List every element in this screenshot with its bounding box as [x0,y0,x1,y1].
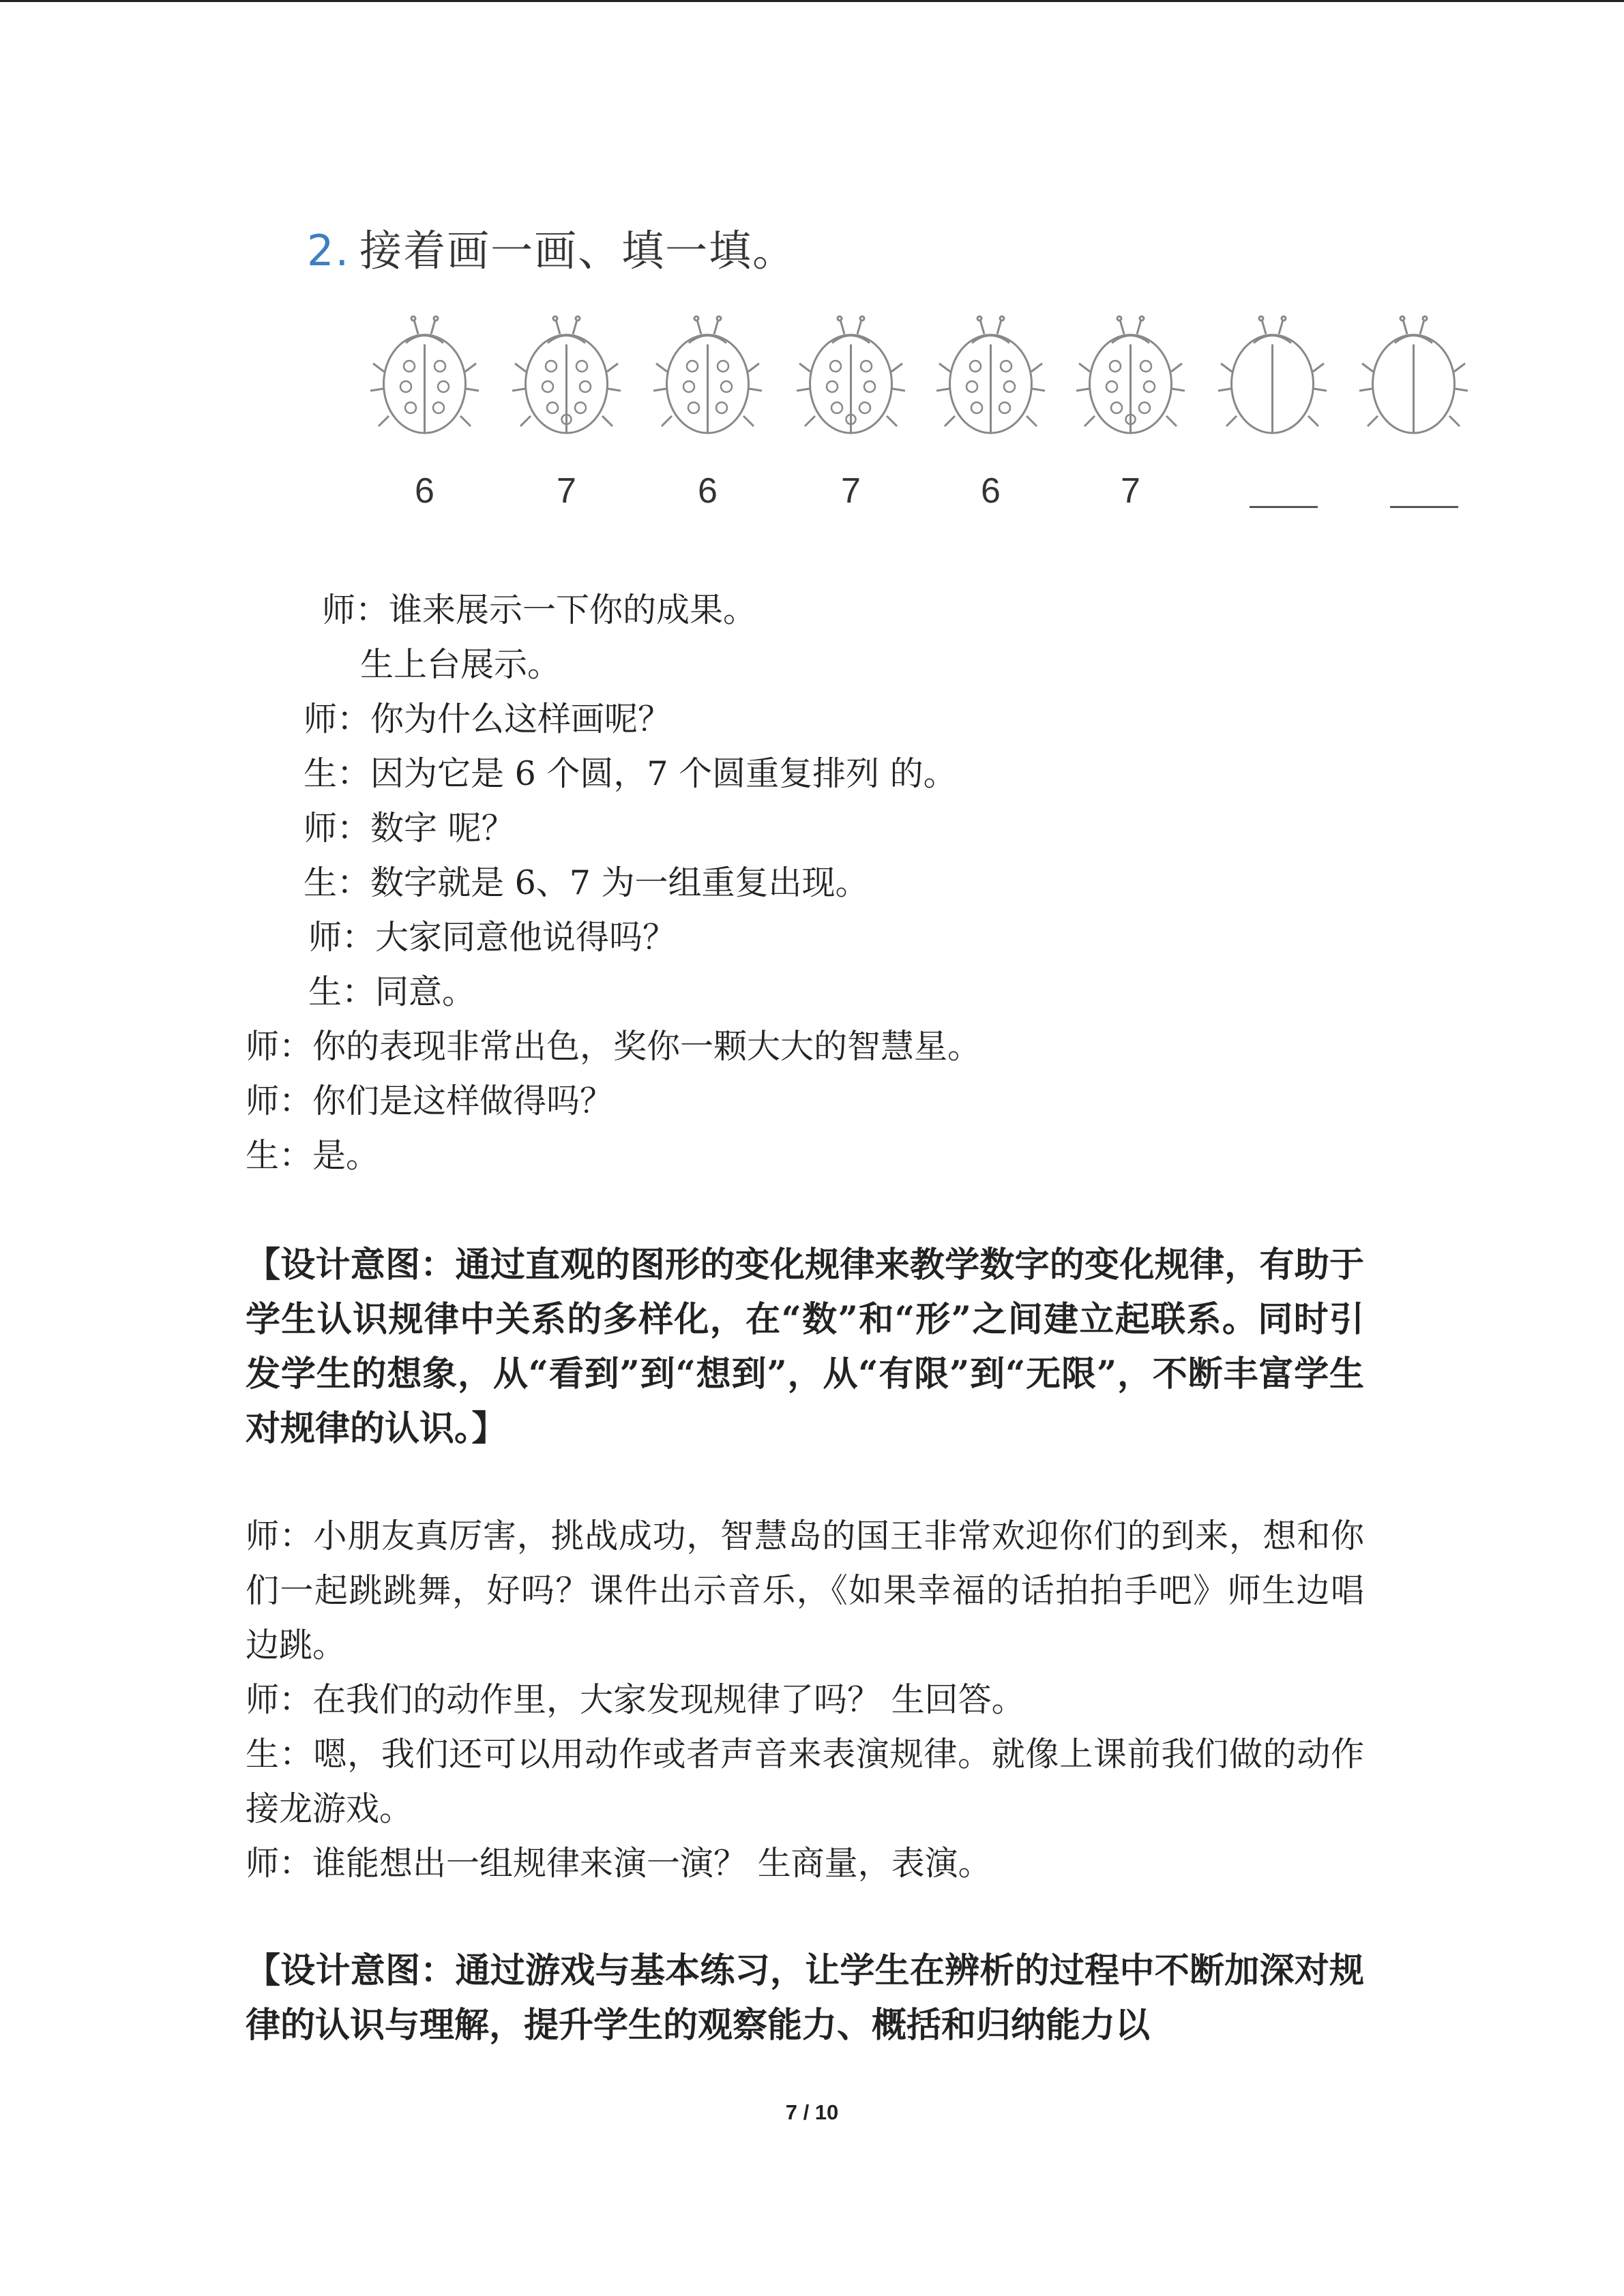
ladybug-dot-count: 6 [415,471,434,511]
ladybug-blank-illustration [1354,310,1473,443]
dialogue-line: 师：你的表现非常出色，奖你一颗大大的智慧星。 [246,1027,981,1066]
dialogue-paragraph: 师：谁能想出一组规律来演一演？ 生商量，表演。 [246,1844,992,1883]
ladybug-dot-count: 6 [698,471,718,511]
ladybug-six-dots-illustration [365,310,484,443]
page-number: 7 / 10 [785,2100,839,2124]
dialogue-line: 师：你们是这样做得吗？ [246,1082,614,1120]
dialogue-line: 师：你为什么这样画呢？ [304,700,672,739]
answer-blank [1250,506,1318,508]
page-top-border [0,0,1624,2]
ladybug-blank-illustration [1213,310,1332,443]
dialogue-line: 生：因为它是 6 个圆，7 个圆重复排列 的。 [304,754,957,793]
exercise-instruction: 接着画一画、填一填。 [359,226,797,275]
ladybug-dot-count: 7 [1121,471,1140,511]
exercise-title [307,217,796,278]
ladybug-six-dots-illustration [931,310,1050,443]
dialogue-paragraph: 师：在我们的动作里，大家发现规律了吗？ 生回答。 [246,1680,1025,1719]
dialogue-line: 师：大家同意他说得吗？ [308,918,677,957]
design-intent-block: 【设计意图：通过直观的图形的变化规律来教学数字的变化规律，有助于学生认识规律中关系的多样化，在“数”和“形”之间建立起联系。同时引发学生的想象，从“看到”到“想到”，从“有限”到“无限”，不断丰富学生对规律的认识。】 [246,1244,1364,1449]
design-intent-block: 【设计意图：通过游戏与基本练习，让学生在辨析的过程中不断加深对规律的认识与理解，提升学生的观察能力、概括和归纳能力以 [246,1950,1364,2046]
ladybug-seven-dots-illustration [507,310,626,443]
dialogue-paragraph: 生：嗯，我们还可以用动作或者声音来表演规律。就像上课前我们做的动作接龙游戏。 [246,1735,1364,1828]
dialogue-line: 生：是。 [246,1136,380,1175]
answer-blank [1390,506,1458,508]
exercise-number: 2. [307,226,351,275]
dialogue-line: 生上台展示。 [360,645,561,684]
dialogue-line: 生：同意。 [308,972,476,1011]
dialogue-line: 生：数字就是 6、7 为一组重复出现。 [304,863,869,902]
ladybug-seven-dots-illustration [1071,310,1190,443]
dialogue-line: 师：数字 呢？ [304,809,515,848]
ladybug-dot-count: 6 [981,471,1001,511]
dialogue-line: 师：谁来展示一下你的成果。 [322,591,757,629]
dialogue-paragraph: 师：小朋友真厉害，挑战成功，智慧岛的国王非常欢迎你们的到来，想和你们一起跳跳舞，好吗？课件出示音乐，《如果幸福的话拍拍手吧》师生边唱边跳。 [246,1517,1364,1665]
ladybug-seven-dots-illustration [791,310,911,443]
ladybug-dot-count: 7 [841,471,861,511]
ladybug-six-dots-illustration [648,310,767,443]
ladybug-dot-count: 7 [557,471,576,511]
